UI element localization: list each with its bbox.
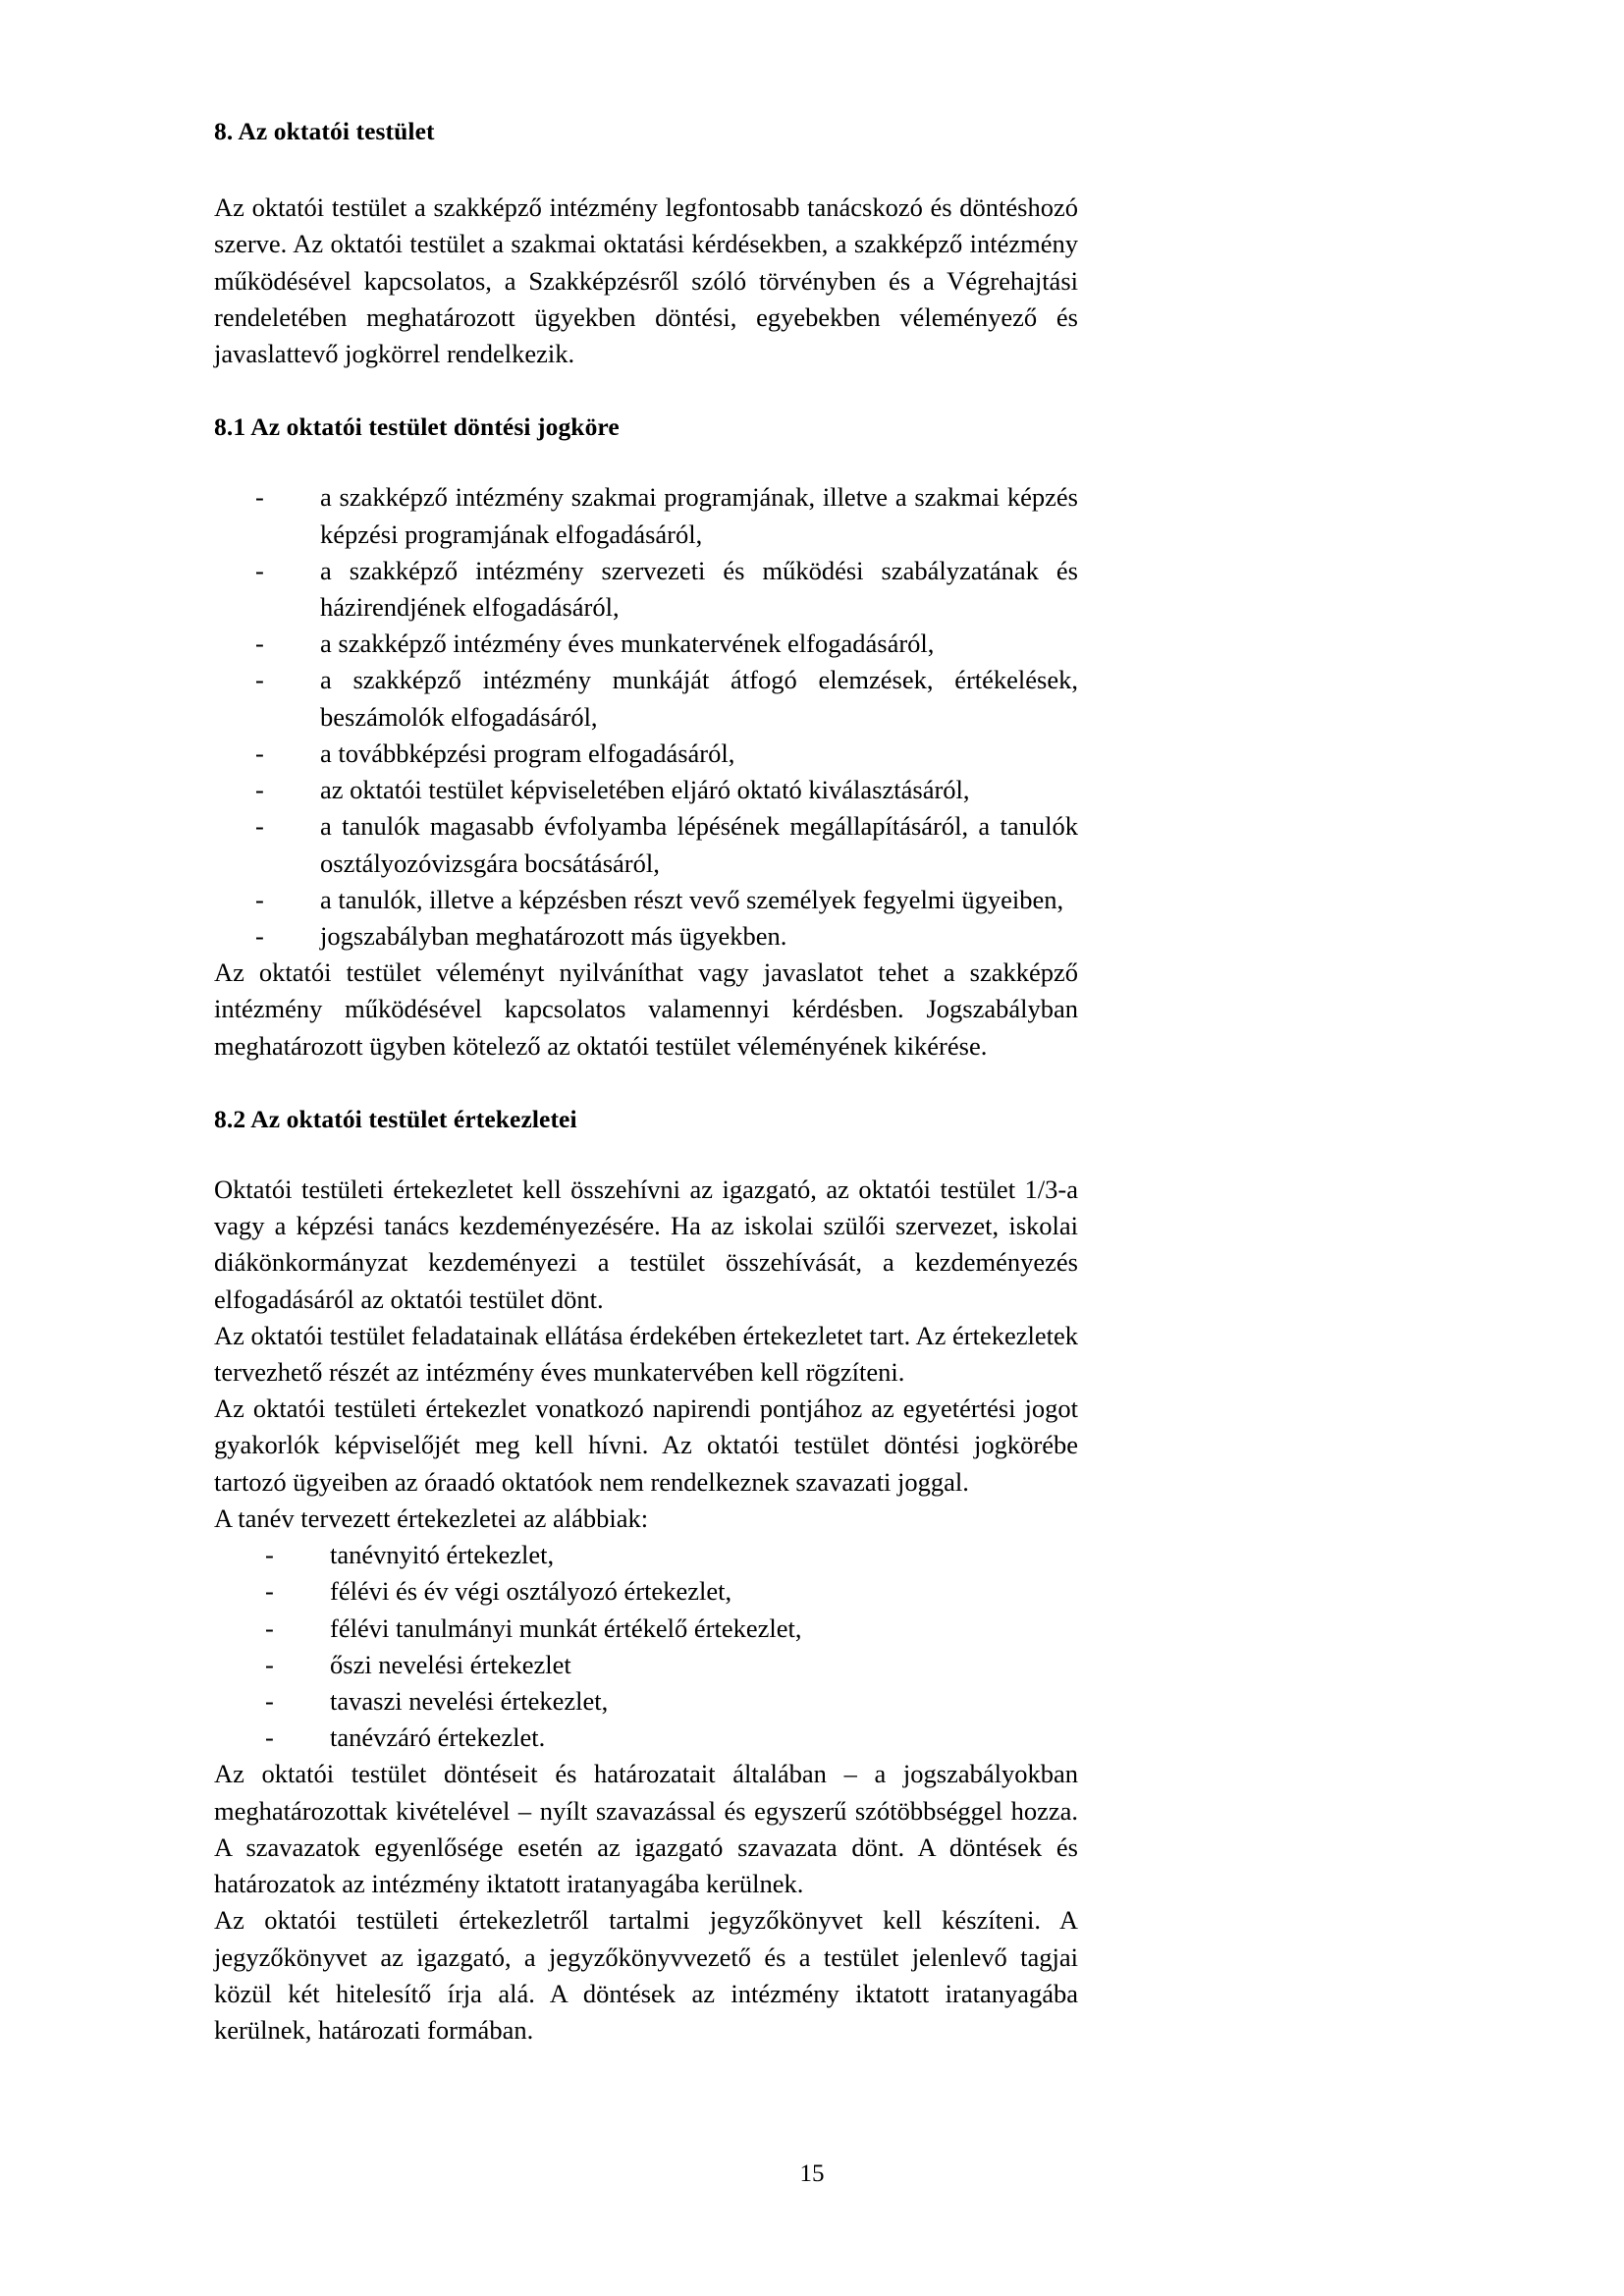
list-item: [265, 1573, 1078, 1610]
list-item-text: tanévzáró értekezlet.: [330, 1722, 546, 1753]
list-item-text: a tanulók, illetve a képzésben részt vevő személyek fegyelmi ügyeiben,: [320, 884, 1064, 914]
list-item-text: jogszabályban meghatározott más ügyekben.: [320, 920, 787, 951]
dash-bullet-icon: -: [255, 811, 264, 842]
list-item: [265, 1683, 1078, 1720]
meetings-intro-paragraphs: [214, 1172, 1078, 1537]
decision-powers-list: [255, 479, 1078, 955]
section-heading-8: 8. Az oktatói testület: [214, 117, 435, 145]
list-item: [255, 918, 1078, 955]
dash-bullet-icon: -: [255, 738, 264, 768]
paragraph: Az oktatói testületi értekezletről tartalmi jegyzőkönyvet kell készíteni. A jegyzőkönyvet az igazgató, a jegyzőkönyvvezető és a testület jelenlevő tagjai közül két hitelesítő írja alá. A döntések az intézmény iktatott iratanyagába kerülnek, határozati formában.: [214, 1905, 1078, 2045]
dash-bullet-icon: -: [265, 1613, 274, 1643]
dash-bullet-icon: -: [255, 920, 264, 951]
paragraph: A tanév tervezett értekezletei az alábbiak:: [214, 1503, 649, 1533]
list-item-text: a tanulók magasabb évfolyamba lépésének megállapításáról, a tanulók osztályozóvizsgára bocsátásáról,: [320, 811, 1078, 878]
dash-bullet-icon: -: [265, 1540, 274, 1570]
list-item-text: a szakképző intézmény munkáját átfogó elemzések, értékelések, beszámolók elfogadásáról,: [320, 665, 1078, 732]
list-item: [255, 882, 1078, 918]
page-content: [214, 116, 1078, 2049]
paragraph: Az oktatói testület feladatainak ellátása érdekében értekezletet tart. Az értekezletek tervezhető részét az intézmény éves munkatervében kell rögzíteni.: [214, 1320, 1078, 1388]
list-item: [255, 662, 1078, 735]
list-item: [255, 772, 1078, 808]
list-item: [255, 808, 1078, 881]
section-intro-paragraph: Az oktatói testület a szakképző intézmény legfontosabb tanácskozó és döntéshozó szerve. Az oktatói testület a szakmai oktatási kérdésekben, a szakképző intézmény működésével kapcsolatos, a Szakképzésről szóló törvényben és a Végrehajtási rendeletében meghatározott ügyekben döntési, egyebekben véleményező és javaslattevő jogkörrel rendelkezik.: [214, 192, 1078, 368]
paragraph: Az oktatói testületi értekezlet vonatkozó napirendi pontjához az egyetértési jogot gyakorlók képviselőjét meg kell hívni. Az oktatói testület döntési jogkörébe tartozó ügyeiben az óraadó oktatóok nem rendelkeznek szavazati joggal.: [214, 1394, 1078, 1497]
paragraph: Az oktatói testület döntéseit és határozatait általában – a jogszabályokban meghatározottak kivételével – nyílt szavazással és egyszerű szótöbbséggel hozza. A szavazatok egyenlősége esetén az igazgató szavazata dönt. A döntések és határozatok az intézmény iktatott iratanyagába kerülnek.: [214, 1759, 1078, 1899]
subsection-heading-8-2: 8.2 Az oktatói testület értekezletei: [214, 1104, 577, 1133]
list-item-text: a továbbképzési program elfogadásáról,: [320, 738, 735, 768]
dash-bullet-icon: -: [265, 1685, 274, 1716]
list-item-text: a szakképző intézmény szakmai programjának, illetve a szakmai képzés képzési programjának elfogadásáról,: [320, 482, 1078, 549]
planned-meetings-list: [265, 1537, 1078, 1756]
subsection-heading-8-1: 8.1 Az oktatói testület döntési jogköre: [214, 412, 620, 442]
list-item-text: a szakképző intézmény szervezeti és működési szabályzatának és házirendjének elfogadásáról,: [320, 555, 1078, 622]
dash-bullet-icon: -: [255, 884, 264, 914]
paragraph: Oktatói testületi értekezletet kell összehívni az igazgató, az oktatói testület 1/3-a vagy a képzési tanács kezdeményezésére. Ha az iskolai szülői szervezet, iskolai diákönkormányzat kezdeményezi a testület összehívását, a kezdeményezés elfogadásáról az oktatói testület dönt.: [214, 1174, 1078, 1314]
dash-bullet-icon: -: [265, 1649, 274, 1679]
list-item-text: félévi és év végi osztályozó értekezlet,: [330, 1576, 732, 1607]
list-item: [265, 1537, 1078, 1573]
list-item-text: tavaszi nevelési értekezlet,: [330, 1685, 609, 1716]
dash-bullet-icon: -: [255, 665, 264, 695]
list-item: [255, 479, 1078, 552]
list-item: [255, 736, 1078, 772]
list-item-text: tanévnyitó értekezlet,: [330, 1540, 555, 1570]
meetings-closing-paragraphs: [214, 1756, 1078, 2049]
dash-bullet-icon: -: [265, 1722, 274, 1753]
list-item: [255, 553, 1078, 626]
page-number: 15: [799, 2160, 825, 2187]
list-item-text: az oktatói testület képviseletében eljáró oktató kiválasztásáról,: [320, 775, 970, 805]
dash-bullet-icon: -: [265, 1576, 274, 1607]
list-item-text: a szakképző intézmény éves munkatervének elfogadásáról,: [320, 629, 935, 659]
list-item: [265, 1611, 1078, 1647]
list-item: [255, 626, 1078, 662]
dash-bullet-icon: -: [255, 555, 264, 585]
list-item: [265, 1720, 1078, 1756]
decision-powers-closing-paragraph: Az oktatói testület véleményt nyilváníthat vagy javaslatot tehet a szakképző intézmény működésével kapcsolatos valamennyi kérdésben. Jogszabályban meghatározott ügyben kötelező az oktatói testület véleményének kikérése.: [214, 957, 1078, 1061]
dash-bullet-icon: -: [255, 775, 264, 805]
list-item-text: őszi nevelési értekezlet: [330, 1649, 571, 1679]
list-item-text: félévi tanulmányi munkát értékelő értekezlet,: [330, 1613, 802, 1643]
list-item: [265, 1647, 1078, 1683]
dash-bullet-icon: -: [255, 629, 264, 659]
dash-bullet-icon: -: [255, 482, 264, 513]
